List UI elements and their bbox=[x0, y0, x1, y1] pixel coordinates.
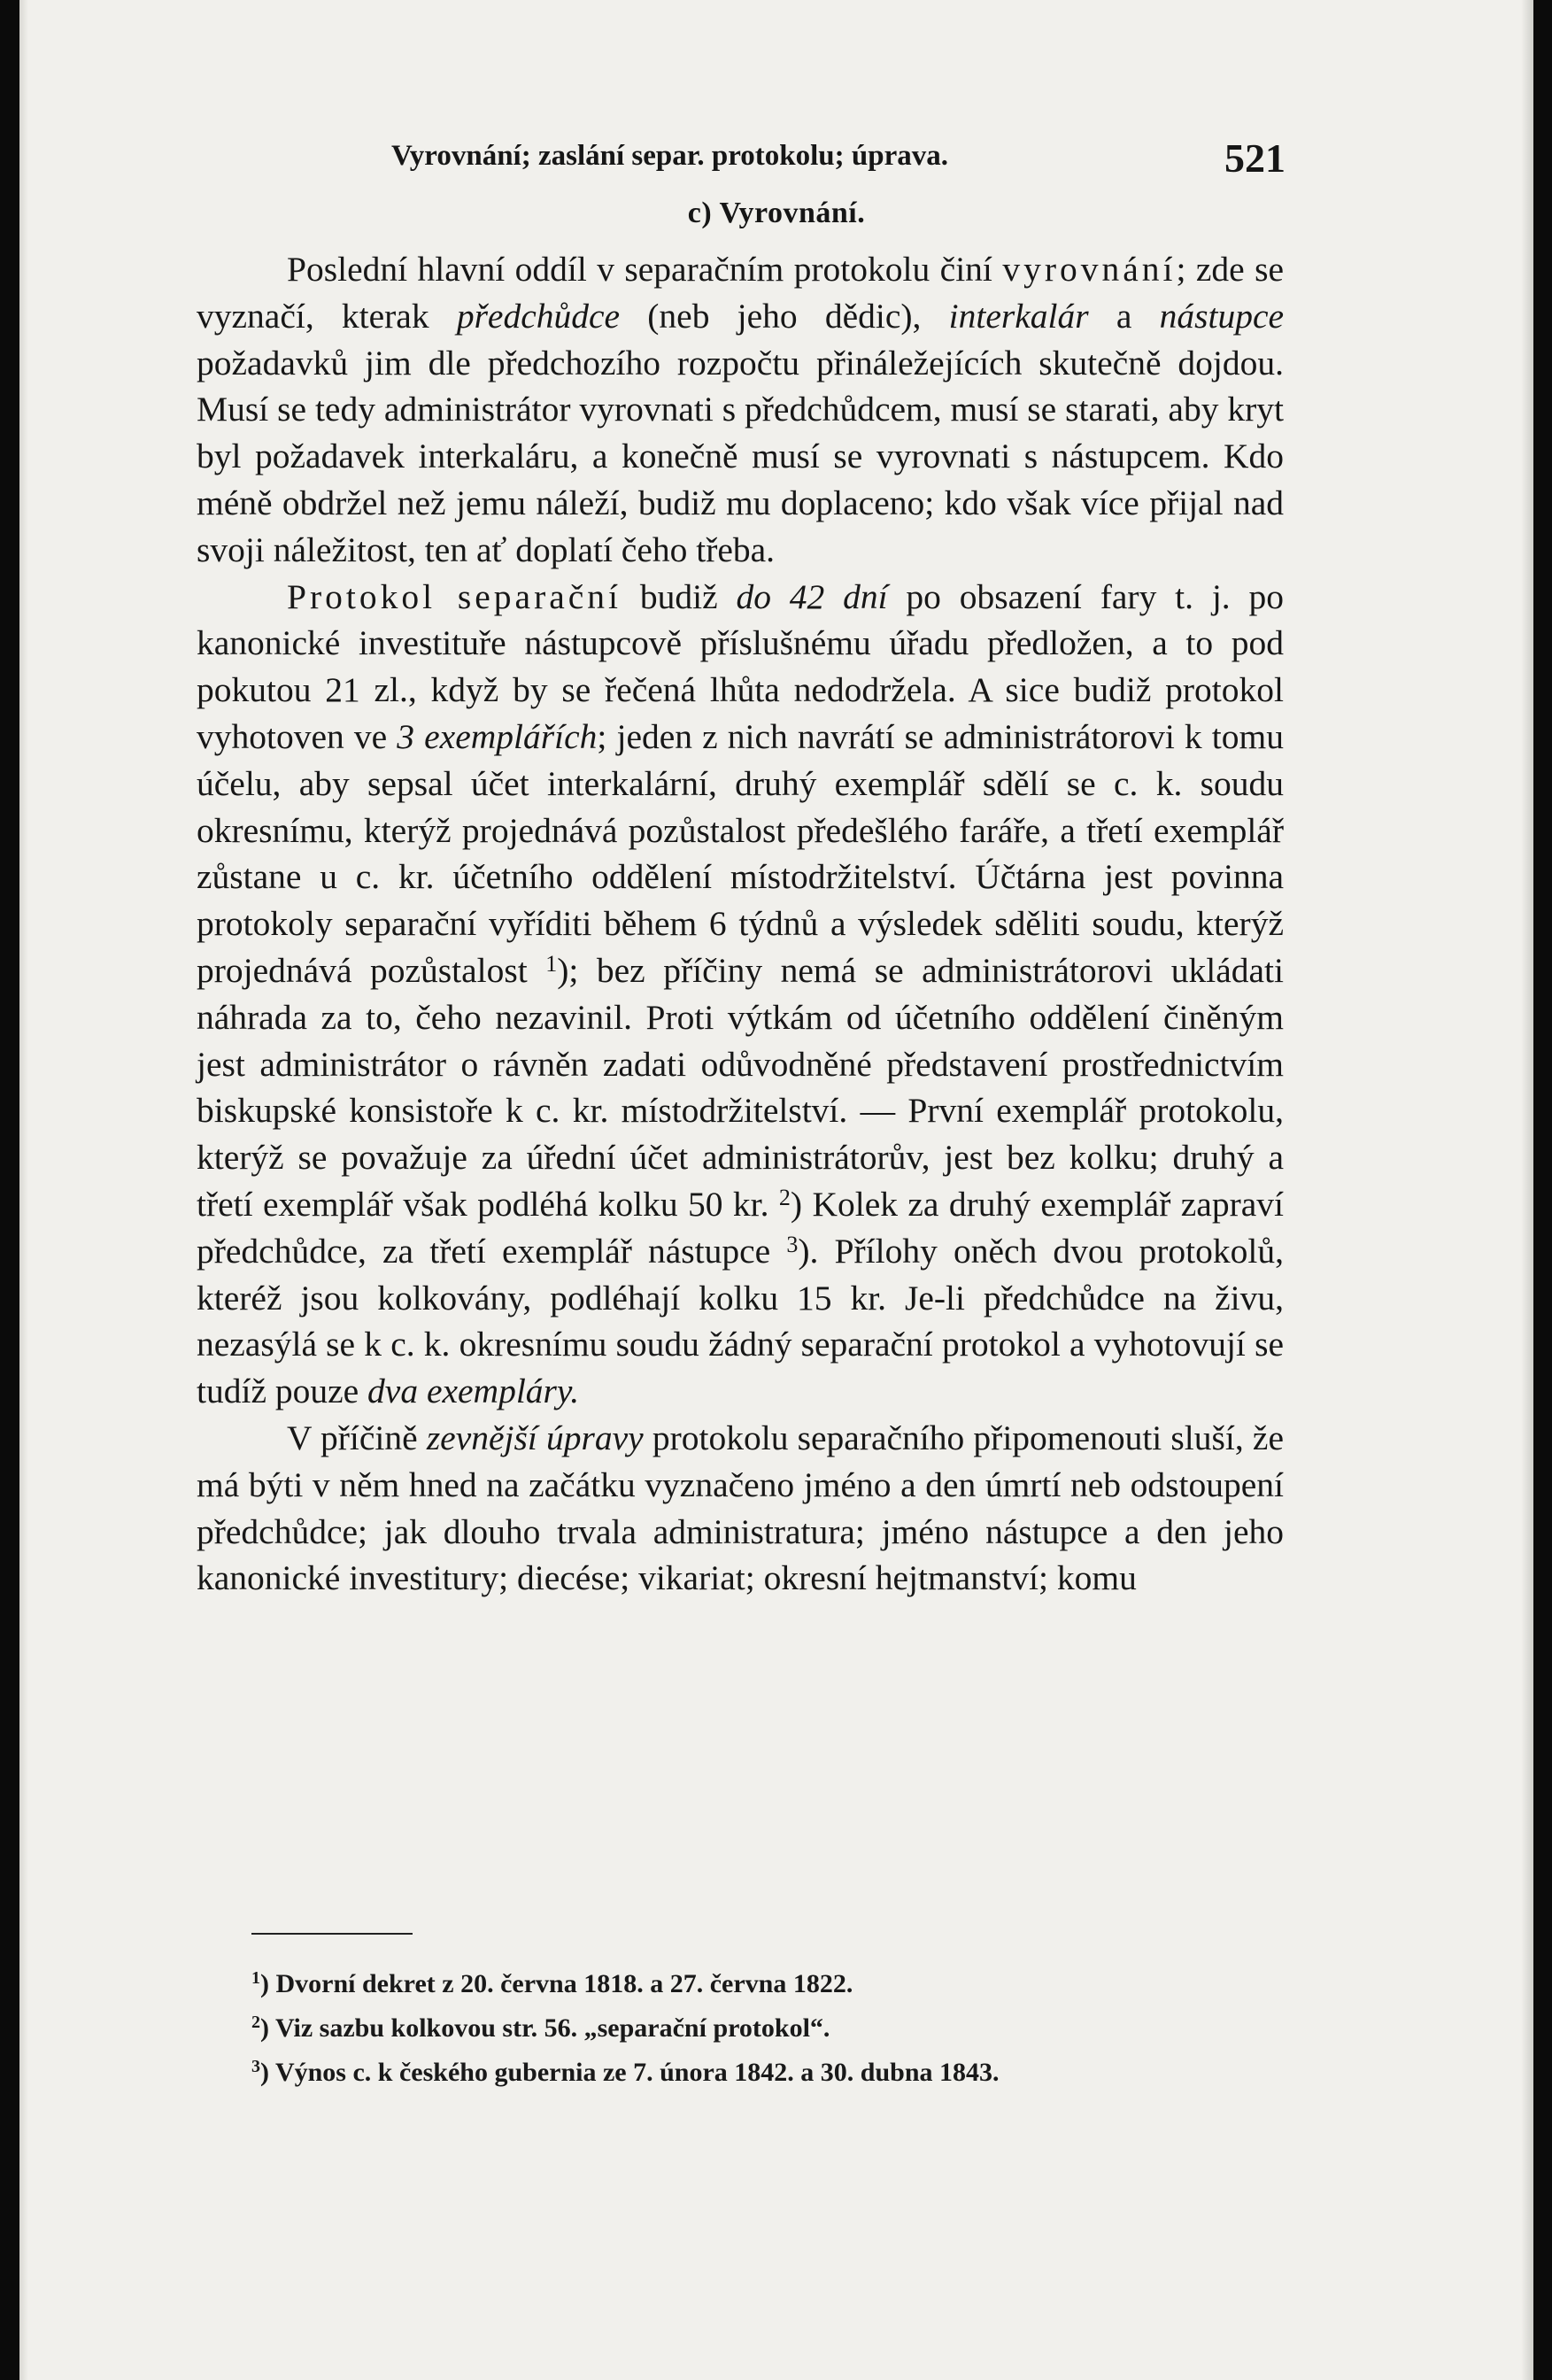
running-head: Vyrovnání; zaslání separ. protokolu; úprava. bbox=[391, 140, 948, 172]
footnote-separator bbox=[251, 1933, 413, 1935]
text-run: ; bez příčiny nemá se administrátorovi ukládati náhrada za to, čeho nezavinil. Proti výtkám od účetního oddělení činěným jest administrátor o rávněn zadati odůvodněné představení prostřednictvím biskupské konsistoře k c. kr. místodržitelství. — První exemplář protokolu, kterýž se považuje za úřední účet administrátorův, jest bez kolku; druhý a třetí exemplář však podléhá kolku 50 kr. bbox=[197, 950, 1284, 1224]
footnote bbox=[251, 2051, 1261, 2095]
footnote-ref: 2 bbox=[778, 1184, 791, 1210]
italic-emphasis: 3 exemplářích bbox=[397, 716, 598, 756]
book-page bbox=[19, 0, 1533, 2380]
footnote-text: ) Viz sazbu kolkovou str. 56. „separační protokol“. bbox=[260, 2013, 830, 2043]
text-run: ). Přílohy oněch dvou protokolů, kteréž jsou kolkovány, podléhají kolku 15 kr. Je-li předchůdce na živu, nezasýlá se k c. k. okresnímu soudu žádný separační protokol a vyhotovují se tudíž pouze bbox=[197, 1231, 1284, 1411]
footnote bbox=[251, 1962, 1261, 2006]
text-run: (neb jeho dědic), bbox=[620, 296, 949, 336]
paragraph bbox=[197, 1415, 1284, 1602]
text-run: požadavků jim dle předchozího rozpočtu přináležejících skutečně dojdou. Musí se tedy administrátor vyrovnati s předchůdcem, musí se starati, aby kryt byl požadavek interkaláru, a konečně musí se vyrovnati s nástupcem. Kdo méně obdržel než jemu náleží, budiž mu doplaceno; kdo však více přijal nad svoji náležitost, ten ať doplatí čeho třeba. bbox=[197, 343, 1284, 569]
footnote-mark: 2 bbox=[251, 2013, 260, 2032]
italic-emphasis: nástupce bbox=[1159, 296, 1285, 336]
paragraph bbox=[197, 574, 1284, 1415]
italic-emphasis: předchůdce bbox=[456, 296, 621, 336]
text-run: budiž bbox=[622, 576, 737, 616]
text-run: V příčině bbox=[287, 1418, 427, 1457]
text-run: ; jeden z nich navrátí se administrátorovi k tomu účelu, aby sepsal účet interkalární, druhý exemplář sdělí se c. k. soudu okresnímu, kterýž projednává pozůstalost předešlého faráře, a třetí exemplář zůstane u c. kr. účetního oddělení místodržitelství. Účtárna jest povinna protokoly separační vyříditi během 6 týdnů a výsledek sděliti soudu, kterýž projednává pozůstalost bbox=[197, 716, 1284, 990]
text-run: ; zde se vyznačí, kterak bbox=[197, 250, 1284, 336]
footnote-ref: 1 bbox=[545, 950, 558, 977]
footnote-ref: 3 bbox=[786, 1231, 799, 1257]
italic-emphasis: zevnější úpravy bbox=[426, 1418, 644, 1457]
text-run: protokolu separačního připomenouti sluší, že má býti v něm hned na začátku vyznačeno jméno a den úmrtí neb odstoupení předchůdce; jak dlouho trvala administratura; jméno nástupce a den jeho kanonické investitury; diecése; vikariat; okresní hejtmanství; komu bbox=[197, 1418, 1284, 1598]
spaced-emphasis: vyrovnání bbox=[1002, 250, 1177, 289]
italic-emphasis: dva exempláry. bbox=[367, 1372, 580, 1411]
footnote bbox=[251, 2006, 1261, 2051]
footnote-mark: 3 bbox=[251, 2057, 260, 2076]
footnotes bbox=[251, 1962, 1261, 2095]
text-run: ) bbox=[557, 950, 569, 990]
section-title: c) Vyrovnání. bbox=[687, 197, 866, 229]
body-text bbox=[197, 246, 1284, 1602]
text-run: ) Kolek za druhý exemplář zapraví předchůdce, za třetí exemplář nástupce bbox=[197, 1184, 1285, 1271]
footnote-mark: 1 bbox=[251, 1968, 260, 1988]
text-run: a bbox=[1088, 296, 1160, 336]
italic-emphasis: interkalár bbox=[948, 296, 1089, 336]
page-number: 521 bbox=[1224, 135, 1286, 181]
text-run: po obsazení fary t. j. po kanonické investituře nástupcově příslušnému úřadu předložen, a to pod pokutou 21 zl., když by se řečená lhůta nedodržela. A sice budiž protokol vyhotoven ve bbox=[197, 576, 1284, 756]
italic-emphasis: do 42 dní bbox=[736, 576, 888, 616]
page-header bbox=[390, 135, 1286, 191]
page-left-edge bbox=[19, 0, 28, 2380]
paragraph bbox=[197, 246, 1284, 574]
text-run: Poslední hlavní oddíl v separačním protokolu činí bbox=[287, 250, 1003, 289]
spaced-emphasis: Protokol separační bbox=[287, 576, 622, 616]
footnote-text: ) Dvorní dekret z 20. června 1818. a 27. června 1822. bbox=[260, 1969, 853, 1998]
footnote-text: ) Výnos c. k českého gubernia ze 7. února 1842. a 30. dubna 1843. bbox=[260, 2058, 1000, 2087]
page-right-edge bbox=[1521, 0, 1533, 2380]
